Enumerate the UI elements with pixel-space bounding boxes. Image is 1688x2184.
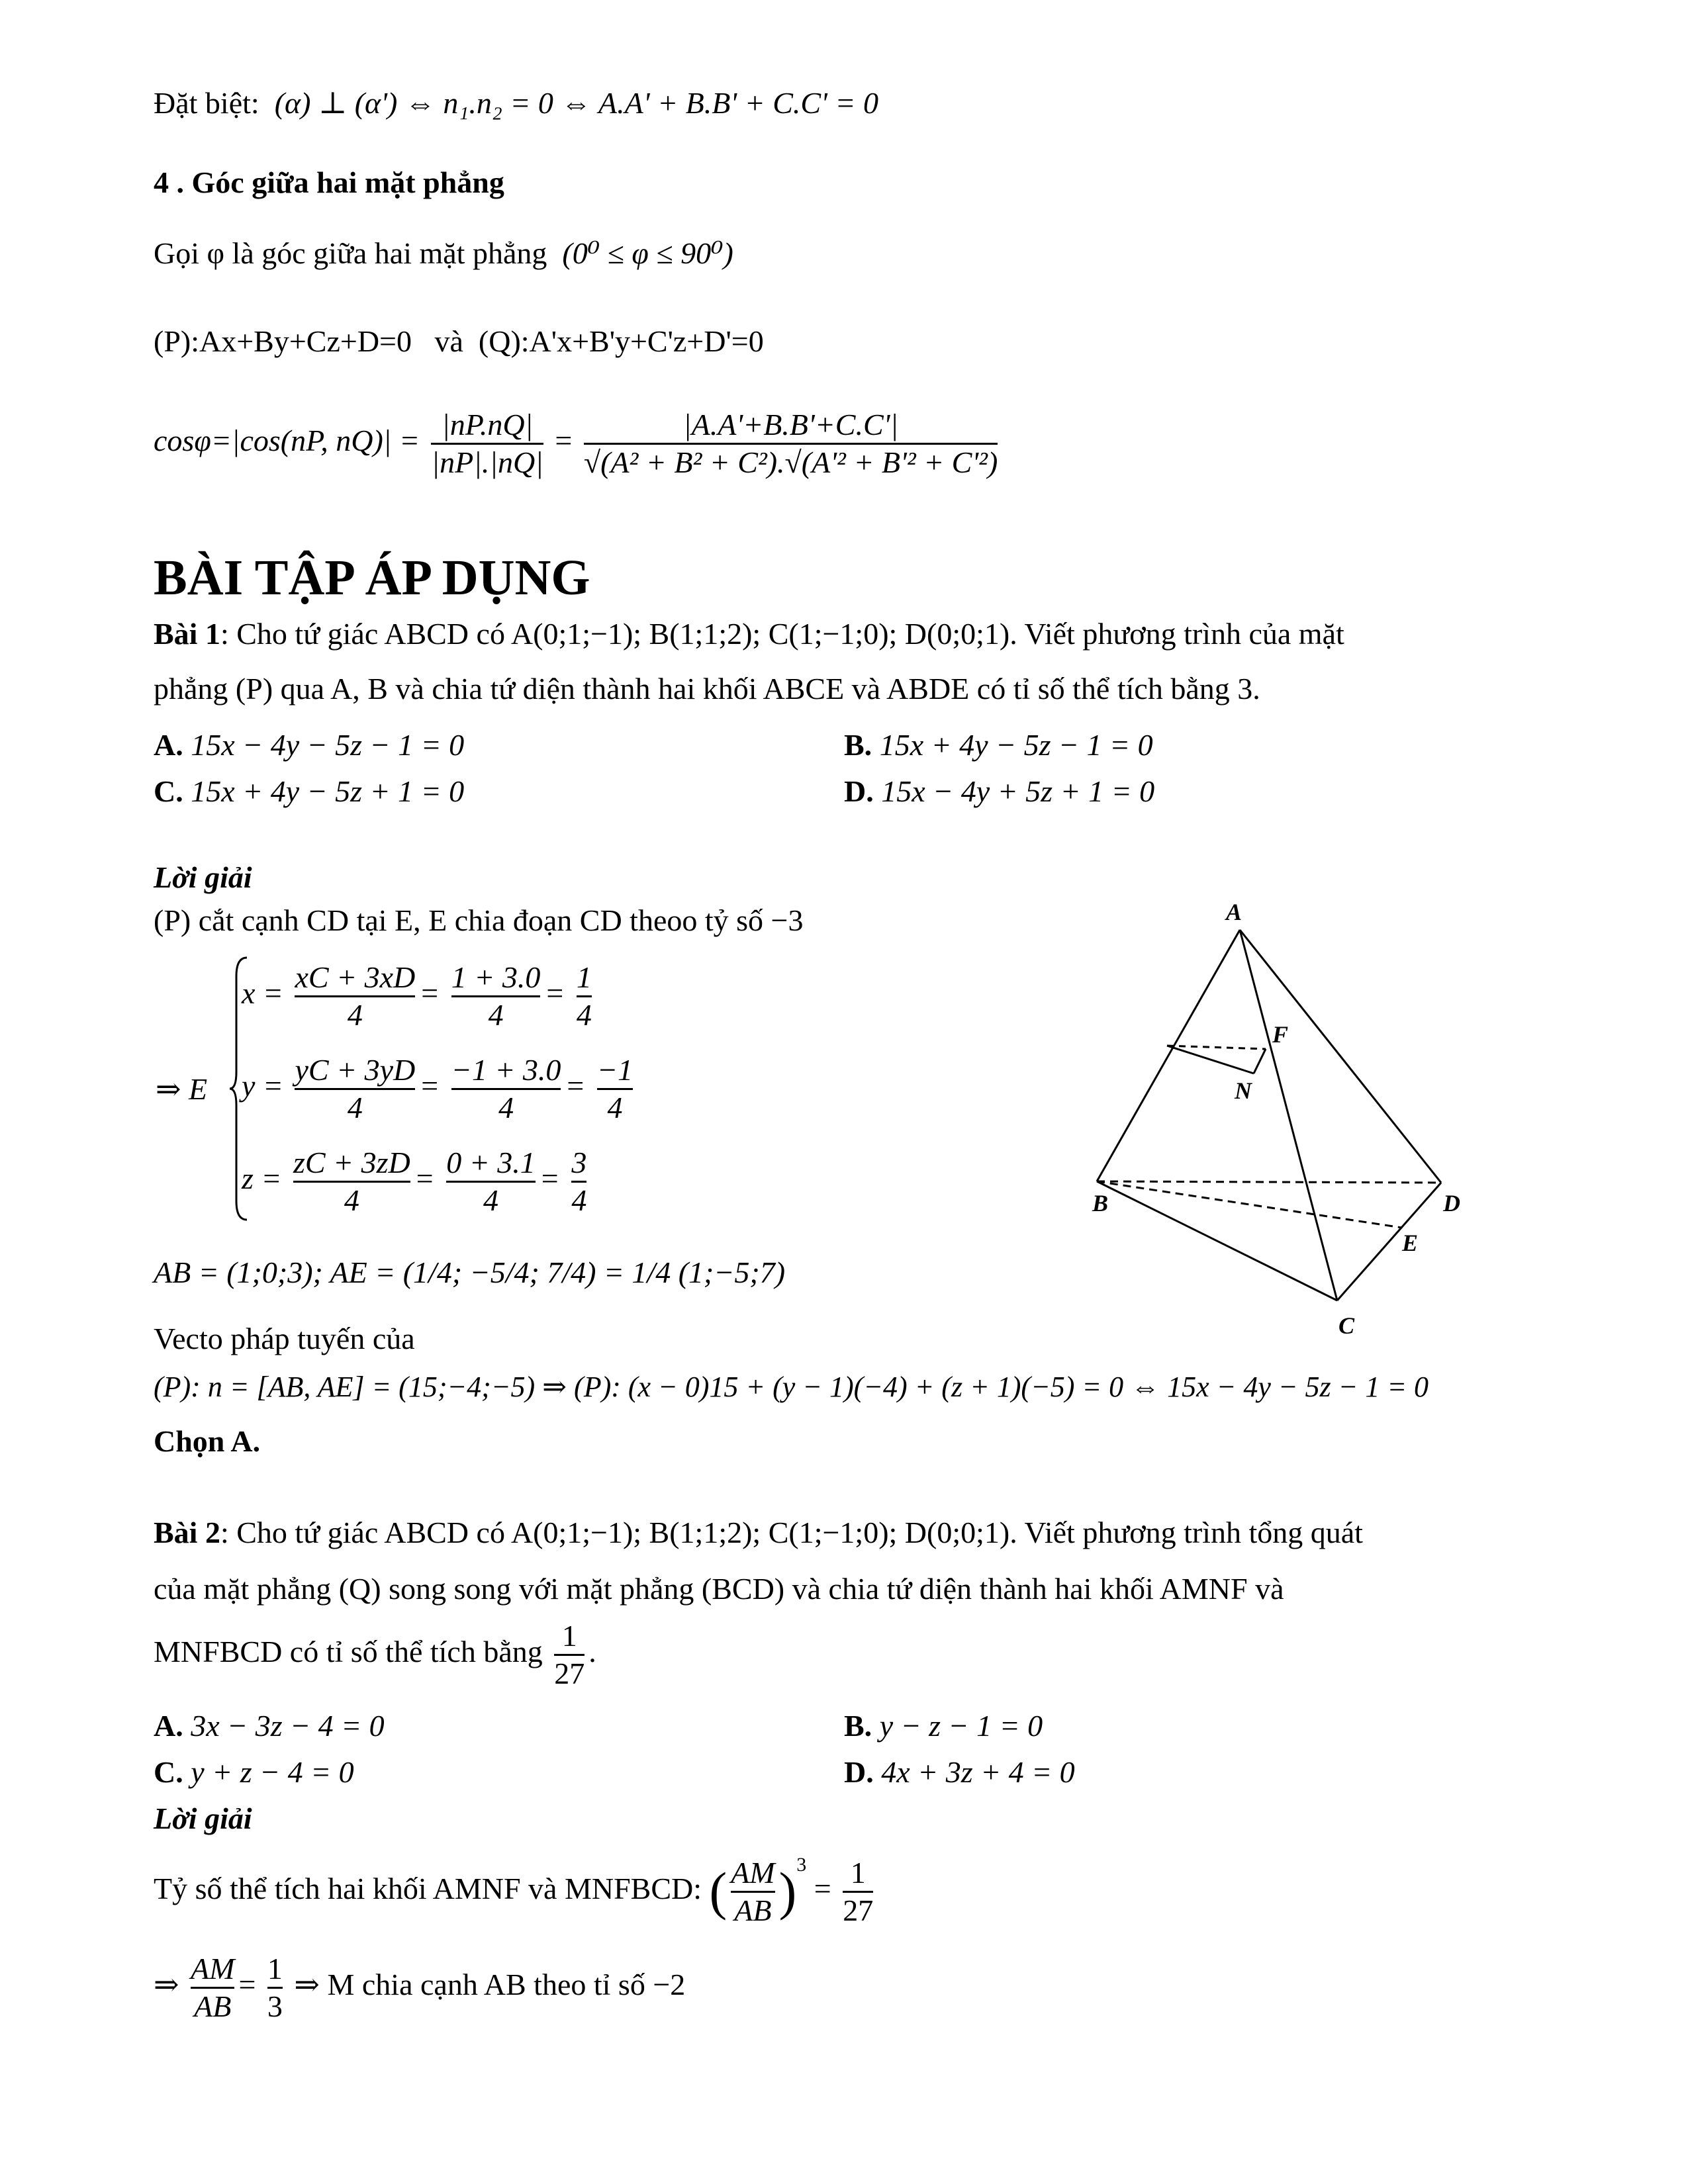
bai2-solution-line2: ⇒ $\frac{AM}{AB}$ = $\frac{1}{3}$ ⇒ M chia cạnh AB theo tỉ số −2: [154, 1952, 686, 2023]
section-4-title: 4 . Góc giữa hai mặt phẳng: [154, 165, 504, 199]
frac-den: 27: [843, 1891, 873, 1929]
frac-num: 1: [267, 1952, 283, 1985]
frac-den: 4: [295, 995, 415, 1033]
bai2-sol2-text: ⇒ M chia cạnh AB theo tỉ số −2: [294, 1968, 686, 2002]
plane-q-equation: (Q):A'x+B'y+C'z+D'=0: [478, 324, 764, 358]
option-key: B.: [844, 728, 872, 762]
option-key: A.: [154, 728, 183, 762]
frac-den: 4: [293, 1181, 410, 1218]
and-word: và: [434, 324, 463, 358]
option-text: 15x − 4y − 5z − 1 = 0: [191, 728, 465, 762]
frac-den: AB: [191, 1987, 234, 2025]
option-key: C.: [154, 1755, 183, 1789]
special-formula: (α) ⊥ (α') ⇔ n₁.n₂ = 0 ⇔ A.A' + B.B' + C.C' = 0: [274, 86, 878, 120]
frac-den: 4: [597, 1088, 633, 1126]
option-text: 15x + 4y − 5z − 1 = 0: [879, 728, 1153, 762]
vector-line: AB = (1;0;3); AE = (1/4; −5/4; 7/4) = 1/4 (1;−5;7): [154, 1255, 786, 1289]
frac-num: xC + 3xD: [295, 960, 416, 994]
option-key: B.: [844, 1709, 872, 1743]
normal-line: (P): n = [AB, AE] = (15;−4;−5) ⇒ (P): (x − 0)15 + (y − 1)(−4) + (z + 1)(−5) = 0 ⇔ 15x − 4y − 5z − 1 = 0: [154, 1371, 1429, 1403]
edge-cd: [1337, 1183, 1441, 1300]
frac-den: 4: [571, 1181, 586, 1218]
z-frac1: [293, 1145, 410, 1218]
edge-bd: [1097, 1181, 1441, 1183]
cos-lhs: cosφ=|cos(nP, nQ)| =: [154, 424, 420, 458]
frac-num: 0 + 3.1: [446, 1146, 536, 1179]
bai2-solution-line1: Tỷ số thể tích hai khối AMNF và MNFBCD: ( $\frac{AM}{AB}$ )$^3$ = $\frac{1}{27}$: [154, 1854, 874, 1927]
bai1-line1: [154, 615, 1344, 653]
normal-label: Vecto pháp tuyến của: [154, 1322, 415, 1355]
cos-mid-fraction: [431, 407, 543, 480]
angle-range: (0⁰ ≤ φ ≤ 90⁰): [562, 236, 733, 270]
z-frac2: [446, 1145, 536, 1218]
frac-den: 4: [446, 1181, 536, 1218]
bai2-option-a: [154, 1707, 385, 1745]
x-row: x = $\frac{xC + 3xD}{4}$ = $\frac{1 + 3.0}{4}$ = $\frac{1}{4}$: [242, 960, 592, 1032]
option-key: C.: [154, 774, 183, 808]
y-var: y =: [242, 1069, 283, 1103]
power-exponent: 3: [796, 1854, 807, 1876]
bai2-sol-text: Tỷ số thể tích hai khối AMNF và MNFBCD:: [154, 1872, 702, 1905]
option-text: 4x + 3z + 4 = 0: [881, 1755, 1075, 1789]
frac-num: −1: [596, 1053, 633, 1087]
bai2-option-b: [844, 1707, 1043, 1745]
frac-num: zC + 3zD: [293, 1146, 410, 1179]
frac-num: 1: [576, 960, 592, 994]
bai1-line2: phẳng (P) qua A, B và chia tứ diện thành hai khối ABCE và ABDE có tỉ số thể tích bằng 3.: [154, 672, 1260, 705]
bai1-option-c: [154, 773, 464, 810]
angle-def-text: Gọi φ là góc giữa hai mặt phẳng: [154, 236, 547, 270]
frac-den: 27: [554, 1654, 585, 1692]
exercises-title: BÀI TẬP ÁP DỤNG: [154, 550, 590, 606]
frac-num: 1: [850, 1855, 866, 1889]
one-27-fraction: [843, 1855, 873, 1929]
bai2-solution-label: Lời giải: [154, 1801, 252, 1835]
x-frac2: [451, 960, 541, 1033]
y-row: y = $\frac{yC + 3yD}{4}$ = $\frac{-1 + 3.0}{4}$ = $\frac{-1}{4}$: [242, 1053, 633, 1124]
frac-den: 4: [451, 1088, 561, 1126]
option-text: 15x + 4y − 5z + 1 = 0: [191, 774, 465, 808]
option-text: y − z − 1 = 0: [879, 1709, 1043, 1743]
implies-arrow: ⇒: [154, 1968, 179, 2002]
option-key: D.: [844, 1755, 874, 1789]
planes-definition: [154, 323, 764, 360]
cos-formula: [154, 407, 1002, 480]
bai2-line2: của mặt phẳng (Q) song song với mặt phẳng (BCD) và chia tứ diện thành hai khối AMNF và: [154, 1572, 1284, 1606]
option-key: A.: [154, 1709, 183, 1743]
bai2-text3: MNFBCD có tỉ số thể tích bằng: [154, 1635, 543, 1669]
frac-den: 3: [267, 1987, 283, 2025]
segment-mf: [1167, 1046, 1266, 1049]
frac-den: 4: [577, 995, 592, 1033]
angle-definition: [154, 235, 733, 272]
one-third-fraction: [267, 1951, 283, 2025]
bai2-option-c: [154, 1754, 354, 1791]
bai2-text1: : Cho tứ giác ABCD có A(0;1;−1); B(1;1;2); C(1;−1;0); D(0;0;1). Viết phương trình tổng quát: [220, 1516, 1363, 1549]
bai1-label: Bài 1: [154, 617, 220, 651]
option-text: 3x − 3z − 4 = 0: [191, 1709, 385, 1743]
z-var: z =: [242, 1161, 282, 1196]
bai1-option-a: [154, 727, 464, 764]
cos-rhs-den: √(A² + B² + C²).√(A'² + B'² + C'²): [584, 443, 998, 480]
edge-ac: [1240, 930, 1337, 1300]
label-a: A: [1226, 900, 1243, 925]
edge-ab: [1097, 930, 1240, 1181]
x-frac1: [295, 960, 415, 1033]
am-ab-fraction: [731, 1855, 774, 1929]
bai1-text1: : Cho tứ giác ABCD có A(0;1;−1); B(1;1;2); C(1;−1;0); D(0;0;1). Viết phương trình của mặt: [220, 617, 1344, 651]
bai2-line1: [154, 1514, 1363, 1551]
x-var: x =: [242, 976, 283, 1011]
option-key: D.: [844, 774, 874, 808]
bai1-choose: Chọn A.: [154, 1424, 261, 1458]
special-label: Đặt biệt:: [154, 86, 259, 120]
frac-num: 3: [571, 1146, 587, 1179]
am-ab-fraction-2: [191, 1951, 234, 2025]
option-text: 15x − 4y + 5z + 1 = 0: [881, 774, 1155, 808]
frac-num: yC + 3yD: [295, 1053, 416, 1087]
frac-num: −1 + 3.0: [451, 1053, 561, 1087]
frac-num: AM: [191, 1952, 235, 1985]
y-frac1: [295, 1052, 415, 1126]
cos-rhs-num: |A.A'+B.B'+C.C'|: [682, 408, 899, 441]
label-e: E: [1402, 1230, 1419, 1256]
label-f: F: [1272, 1021, 1289, 1048]
bai1-solution-line1: (P) cắt cạnh CD tại E, E chia đoạn CD theoo tỷ số −3: [154, 903, 804, 937]
bai2-option-d: [844, 1754, 1075, 1791]
z-row: z = $\frac{zC + 3zD}{4}$ = $\frac{0 + 3.1}{4}$ = $\frac{3}{4}$: [242, 1146, 587, 1217]
bai1-option-b: [844, 727, 1153, 764]
option-text: y + z − 4 = 0: [191, 1755, 354, 1789]
special-line: [154, 85, 878, 122]
cos-mid-den: |nP|.|nQ|: [431, 443, 543, 480]
y-frac3: [597, 1052, 633, 1126]
frac-num: AM: [731, 1855, 775, 1889]
e-label: ⇒ E: [156, 1072, 208, 1106]
segment-mn: [1167, 1046, 1254, 1073]
bai1-option-d: [844, 773, 1154, 810]
tetrahedron-figure: [1086, 900, 1483, 1337]
edge-ad: [1240, 930, 1441, 1183]
cos-eq: =: [555, 424, 573, 458]
bai2-label: Bài 2: [154, 1516, 220, 1549]
bai2-line3: MNFBCD có tỉ số thể tích bằng $\frac{1}{27}$ .: [154, 1619, 596, 1690]
segment-nf: [1254, 1049, 1266, 1073]
plane-p-equation: (P):Ax+By+Cz+D=0: [154, 324, 412, 358]
cos-rhs-fraction: [584, 407, 998, 480]
label-n: N: [1235, 1077, 1252, 1104]
label-d: D: [1443, 1190, 1460, 1216]
cos-mid-num: |nP.nQ|: [442, 408, 534, 441]
frac-num: 1: [561, 1619, 577, 1653]
frac-den: 4: [295, 1088, 415, 1126]
bai1-solution-label: Lời giải: [154, 860, 252, 894]
label-c: C: [1338, 1312, 1355, 1337]
frac-den: AB: [731, 1891, 774, 1929]
equals-sign: =: [814, 1872, 831, 1905]
x-frac3: [577, 960, 592, 1033]
y-frac2: [451, 1052, 561, 1126]
frac-num: 1 + 3.0: [451, 960, 541, 994]
z-frac3: [571, 1145, 586, 1218]
bai2-ratio: [554, 1618, 585, 1692]
frac-den: 4: [451, 995, 541, 1033]
label-b: B: [1092, 1190, 1109, 1216]
